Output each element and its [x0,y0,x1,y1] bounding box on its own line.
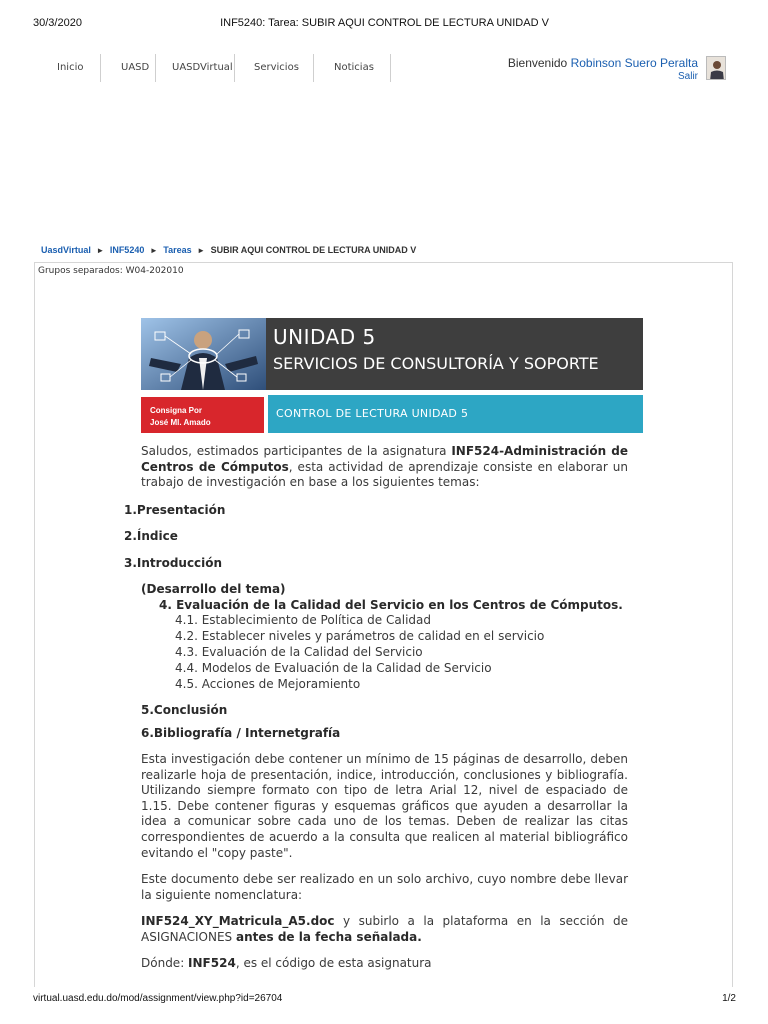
subtopic-4-2: 4.2. Establecer niveles y parámetros de calidad en el servicio [175,629,545,643]
breadcrumb-uasdvirtual[interactable]: UasdVirtual [41,245,91,255]
welcome-label: Bienvenido [507,56,568,70]
consigna-label [141,397,264,433]
consigna-line-2: José Ml. Amado [150,418,211,427]
course-name: INF524-Administración de Centros de Cómputos [141,444,629,474]
naming-text: y subirlo a la plataforma en la sección de ASIGNACIONES [141,914,628,944]
nav-inicio[interactable]: Inicio [40,54,101,82]
where-label: Dónde: [141,956,189,970]
naming-intro-paragraph: Este documento debe ser realizado en un solo archivo, cuyo nombre debe llevar la siguiente nomenclatura: [141,872,628,902]
breadcrumb-tareas[interactable]: Tareas [163,245,192,255]
intro-text-end: , esta actividad de aprendizaje consiste en elaborar un trabajo de investigación en base a los siguientes temas: [141,459,628,490]
subtopic-4-5: 4.5. Acciones de Mejoramiento [175,677,361,691]
unit-banner [141,318,643,433]
filename-format: INF524_XY_Matricula_A5.doc [141,914,335,928]
page-url: virtual.uasd.edu.do/mod/assignment/view.php?id=26704 [33,993,283,1004]
print-title: INF5240: Tarea: SUBIR AQUI CONTROL DE LECTURA UNIDAD V [220,17,549,29]
code-paragraph [141,956,628,972]
nav-noticias[interactable]: Noticias [314,54,391,82]
subtopic-4-3: 4.3. Evaluación de la Calidad del Servicio [175,645,423,659]
unit-title: UNIDAD 5 [273,325,376,349]
topic-5: 5.Conclusión [141,703,228,717]
topic-6: 6.Bibliografía / Internetgrafía [141,726,341,740]
groups-label: Grupos separados: W04-202010 [38,266,184,276]
breadcrumb-course[interactable]: INF5240 [109,245,145,255]
user-name-link[interactable]: Robinson Suero Peralta [570,56,698,70]
topic-2: 2.Índice [124,529,178,543]
user-welcome [508,56,698,82]
course-code: INF524 [188,956,236,970]
breadcrumb-separator-icon: ► [149,246,158,255]
intro-paragraph [141,444,628,491]
control-label: CONTROL DE LECTURA UNIDAD 5 [268,395,643,433]
top-navigation [40,54,391,82]
subtopic-4-4: 4.4. Modelos de Evaluación de la Calidad de Servicio [175,661,492,675]
unit-subtitle: SERVICIOS DE CONSULTORÍA Y SOPORTE [273,354,599,373]
nav-uasd[interactable]: UASD [101,54,156,82]
page-number: 1/2 [722,993,736,1004]
consigna-line-1: Consigna Por [150,406,203,415]
user-photo-icon [707,57,726,80]
intro-text: Saludos, estimados participantes de la asignatura [141,444,452,458]
breadcrumb [41,245,416,255]
logout-link[interactable]: Salir [677,71,698,82]
breadcrumb-separator-icon: ► [197,246,206,255]
breadcrumb-separator-icon: ► [96,246,105,255]
topic-4: 4. Evaluación de la Calidad del Servicio en los Centros de Cómputos. [159,598,623,612]
subtopic-4-1: 4.1. Establecimiento de Política de Calidad [175,613,431,627]
topic-1: 1.Presentación [124,503,226,517]
banner-title-block [266,318,643,390]
requirements-paragraph: Esta investigación debe contener un mínimo de 15 páginas de desarrollo, deben realizarle hoja de presentación, indice, introducción, conclusiones y bibliografía. Utilizando siempre formato con tipo de letra Arial 12, nivel de espaciado de 1.15. Debe contener figuras y esquemas gráficos que ayuden a desarrollar la idea a comunicar sobre cada uno de los temas. Deben de realizar las citas correspondientes de acuerdo a la consulta que realicen al material bibliográfico evitando el "copy paste". [141,752,628,860]
breadcrumb-current: SUBIR AQUI CONTROL DE LECTURA UNIDAD V [210,245,417,255]
print-date: 30/3/2020 [33,17,82,29]
avatar[interactable] [706,56,726,80]
naming-paragraph [141,914,628,945]
print-header [33,17,736,31]
where-text: , es el código de esta asignatura [235,956,432,970]
topic-3: 3.Introducción [124,556,223,570]
nav-servicios[interactable]: Servicios [235,54,314,82]
assignment-content [34,262,733,987]
cloud-network-icon [141,318,266,390]
deadline-text: antes de la fecha señalada. [236,929,422,944]
development-heading: (Desarrollo del tema) [141,582,286,596]
nav-uasdvirtual[interactable]: UASDVirtual [156,54,235,82]
banner-illustration [141,318,266,390]
